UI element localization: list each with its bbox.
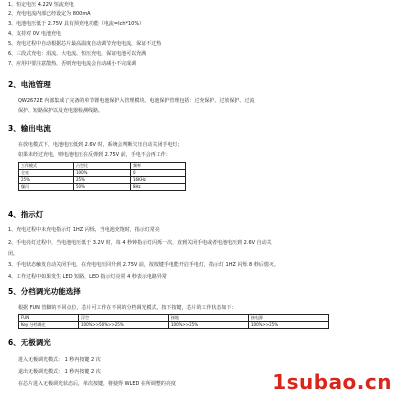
paragraph-line: 在放电模式下，电池电压低到 2.6V 时，系统会判断欠压自动关闭手电灯；: [18, 142, 183, 148]
section-heading-battery-management: 2、电池管理: [8, 80, 51, 89]
table-cell: Key 分档调光: [19, 322, 79, 329]
table-cell: 占空比: [74, 163, 131, 170]
feature-item: 3、电池电压低于 2.75V 具有预充电功能（电流=Ich*10%）: [8, 21, 145, 27]
table-cell: 100%>>25%: [249, 322, 329, 329]
table-cell: 100%>>50%>>25%: [79, 322, 169, 329]
table-cell: 接地: [169, 315, 249, 322]
section-heading-dimming-select: 5、分档调光功能选择: [8, 287, 81, 296]
table-cell: 0: [131, 170, 186, 177]
section-heading-output-current: 3、输出电流: [8, 124, 51, 133]
table-row: [19, 322, 329, 329]
paragraph-line: 3、手电状态触发自动关闭手电，在充电电压回升到 2.75V 前，按按键手电能开启手电灯，指示灯 1HZ 闪烁 8 秒后熄灭。: [8, 262, 279, 268]
section-heading-indicator: 4、指示灯: [8, 210, 44, 219]
table-cell: 25%: [19, 177, 74, 184]
duty-cycle-table: [18, 162, 186, 191]
table-row: [19, 170, 186, 177]
table-row: [19, 315, 329, 322]
feature-item: 1、恒定电压 4.22V 恒流充电: [8, 2, 74, 8]
paragraph-line: 4、工作过程中如果发生 LED 短路，LED 指示灯亮常 4 秒表示电路异常: [8, 274, 167, 280]
table-cell: 接电源: [249, 315, 329, 322]
paragraph-line: 1、充电过程中未充电指示灯 1HZ 闪烁，当电池充饱时，指示灯常亮: [8, 227, 160, 233]
table-cell: 25%: [74, 177, 131, 184]
feature-item: 6、三段式充电：涓流、大电流、恒压充电，保证电池可以充满: [8, 51, 147, 57]
table-row: [19, 177, 186, 184]
paragraph-line: 如果未经过充电，则电池电压在反弹到 2.75V 前，手电不会再工作：: [18, 152, 171, 158]
table-cell: 浮空: [79, 315, 169, 322]
feature-item: 7、应用中要注意散热，否则充电电流会自动减小不完成调: [8, 61, 137, 67]
feature-item: 5、充电过程中自动根据芯片最高温度自动调节充电电流，保证不过热: [8, 41, 162, 47]
feature-item: 2、充电电流内部已经设定为 800mA: [8, 11, 91, 17]
site-watermark: 1subao.cn: [272, 370, 392, 394]
table-cell: 工作模式: [19, 163, 74, 170]
table-cell: 爆闪: [19, 184, 74, 191]
table-cell: 16KHz: [131, 177, 186, 184]
paragraph-line: 在芯片进入无极调光状态后，单次按键，将使得 WLED 在所调整的亮度: [18, 381, 176, 387]
paragraph-line: 闭。: [8, 251, 19, 257]
paragraph-line: 2、手电亮灯过程中，当电池电压低于 3.2V 时，每 4 秒钟指示灯闪烁一次，直到关闭手电或者电池电压到 2.6V 自动关: [8, 240, 272, 246]
paragraph-line: QW2672E 内部集成了完备的单节锂电池保护入管理模块。电池保护管理包括：过充保护、过放保护、过流: [18, 98, 255, 104]
table-cell: 50%: [74, 184, 131, 191]
fun-mode-table: [18, 314, 329, 329]
paragraph-line: 进入无极调光模式： 1 秒内按键 2 次: [18, 357, 101, 363]
table-cell: 100%>>25%: [169, 322, 249, 329]
table-row: [19, 184, 186, 191]
table-cell: 频率: [131, 163, 186, 170]
table-row: [19, 163, 186, 170]
section-heading-stepless-dimming: 6、无极调光: [8, 338, 51, 347]
table-cell: 8Hz: [131, 184, 186, 191]
table-cell: FUN: [19, 315, 79, 322]
table-cell: 全亮: [19, 170, 74, 177]
paragraph-line: 根据 FUN 管脚的不同点位，芯片可工作在不同的分档调光模式，按下按键，芯片的工作状态如下：: [18, 305, 237, 311]
paragraph-line: 退出无极调光模式： 1 秒内按键 2 次: [18, 369, 101, 375]
feature-item: 4、支持对 0V 电池充电: [8, 31, 61, 37]
table-cell: 100%: [74, 170, 131, 177]
paragraph-line: 保护、短路保护以及充电器检测线路。: [18, 108, 104, 114]
